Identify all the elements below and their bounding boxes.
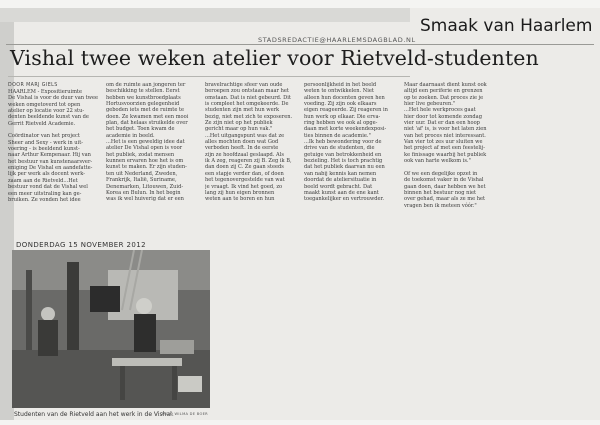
article-line: persoonlijkheid in het beeld [304,82,377,88]
article-line: Ze zijn niet op het publiek [205,120,273,127]
byline: DOOR MARJ GIELS [8,83,58,88]
article-line: zijn ze hoofdzaal geslaapd. Als [205,151,284,158]
article-line: lang zij hun eigen bronnen [205,189,275,196]
article-line: geboden iets met de ruimte te [106,107,185,114]
article-line: hier live gebeuren." [404,101,456,108]
article-line: bezieling. Het is toch prachtig [304,158,383,165]
photo-date: DONDERDAG 15 NOVEMBER 2012 [16,241,146,249]
article-column-3 [205,82,301,239]
article-line: academie in beeld. [106,132,155,139]
article-line: van nabij kennis kan nemen [304,170,377,177]
top-rule [6,44,594,45]
photo-credit: FOTO WILMA DE BOER [162,412,208,416]
article-line: naar Arthur Kempenaar. Hij van [8,152,91,159]
article-line: lijk per werk als docent werk- [8,171,85,178]
contact-email: STADSREDACTIE@HAARLEMSDAGBLAD.NL [258,36,416,44]
article-line: niet 'af' is, is voor het laten zien [404,126,487,133]
headline-rule [8,76,410,77]
article-line: doordat de ateliersituatie in [304,177,377,184]
article-line: gaan doen, daar hebben we het [404,183,486,190]
article-line: ...Het is een geweldig idee dat [106,139,185,146]
article-line: Korea en Bulun. In het begin [106,189,181,196]
article-line: op te zoeken. Dat proces zie je [404,94,484,101]
article-line: zaam aan de Rietveld...Het [8,177,78,184]
article-line: altijd een periferie en grenzen [404,88,483,95]
masthead-bar [0,8,410,22]
article-line: toegankelijker en vertrouwder. [304,196,384,203]
article-line: hier door tot komende zondag [404,113,482,120]
article-line: getuige van betrokkenheid en [304,151,382,158]
article-line: eigen reageerde. Zij reageren in [304,107,388,114]
article-line: bestuur vond dat de Vishal wel [8,184,88,191]
article-line: eniging De Vishal en aandefatte- [8,165,93,172]
article-column-4 [304,82,400,239]
article-line: het project af met een feestelij- [404,145,485,152]
article-line: van het proces niet interessant. [404,132,486,139]
article-line: was ik wel huiverig dat er een [106,196,184,203]
article-line: doen. Ze kwamen met een mooi [106,113,189,120]
article-line: is compleet het omgekeerde. De [205,101,289,108]
article-line: Of we een degelijke opzet in [404,170,478,177]
article-line: De Vishal is voor de duur van twee [8,95,99,102]
article-line: bruiken. Ze vonden het idee [8,196,81,203]
article-line: ties binnen de academie." [304,132,371,139]
article-line: je vraagt. Ik vind het goed, zo [205,183,283,190]
article-line: het bestuur van kunstenaarsver- [8,158,93,165]
article-line: omstaan. Dat is niet gebeurd. Dit [205,94,291,101]
article-line: maakt kunst aan de ene kant [304,189,379,196]
article-line: weten te ontwikkelen. Niet [304,88,374,95]
article-line: het budget. Toen kwam de [106,126,175,133]
article-line: ten uit Nederland, Zweden, [106,170,178,177]
article-line: plan, dat helaas struikelde over [106,120,188,127]
article-line: alles mochten doen wat God [205,139,279,146]
article-line: drive van de studenten, die [304,145,375,152]
article-line: hun werk op elkaar. Die erva- [304,113,381,120]
article-line: beeld wordt gebracht. Dat [304,183,373,190]
article-line: een stapje verder dan, of doen [205,170,284,177]
section-title: Smaak van Haarlem [420,16,593,36]
article-line: weken omgetoverd tot open [8,101,81,108]
article-line: voering - is beeldend kunst- [8,146,80,153]
article-line: HAARLEM - Expositieruimte [8,89,82,95]
article-line: ...Het uitgangspunt was dat ze [205,132,285,139]
article-column-2 [106,82,202,239]
article-column-5 [404,82,500,242]
article-line: hebben we kunstbroedplaats [106,94,181,101]
article-line: binnen het bestuur nog niet [404,189,477,196]
article-line: om de ruimte aan jongeren ter [106,82,186,88]
studio-scene [12,250,210,408]
article-line: vier uur. Dat er dan een hoop [404,120,480,127]
article-line: voeding. Zij zijn ook elkaars [304,101,377,108]
article-line: studenten zijn met hun werk [205,107,280,114]
article-line: dan doen zij C. Ze gaan steeds [205,164,284,171]
article-line: het publiek, zodat mensen [106,151,175,158]
article-line: dat het publiek daarvan nu een [304,164,385,171]
article-line: beschikking te stellen. Eerst [106,88,180,95]
article-column-1 [8,89,104,239]
article-line: Van vier tot zes uur sluiten we [404,139,483,146]
article-line: een meer uitstraling kan ge- [8,190,82,197]
article-line: vragen ben ik meteen vóór." [404,202,477,209]
article-line: denten beeldende kunst van de [8,114,89,121]
article-line: ke finissage waarbij het publiek [404,151,487,158]
article-line: bezig, niet met zich te exposeren. [205,113,293,120]
article-line: ik A zeg, reageren zij B. Zeg ik B, [205,158,292,165]
article-line: weten aan te boren en hun [205,196,275,203]
article-line: over gehad, maar als ze me het [404,196,486,203]
article-line: ook van harte welkom is." [404,158,471,165]
photo-caption: Studenten van de Rietveld aan het werk in de Vishal. [14,411,174,418]
article-photo [12,250,210,408]
article-line: kunst te maken. Er zijn studen- [106,164,187,171]
article-line: Denemarken, Litouwen, Zuid- [106,183,184,190]
article-line: de toekomst vaker in de Vishal [404,177,484,184]
article-line: ...Het hele werkproces gaat [404,107,476,114]
article-line: bravelrachtige sfeer van oude [205,82,283,88]
article-line: Coördinator van het project [8,133,80,140]
article-headline: Vishal twee weken atelier voor Rietveld-studenten [10,46,539,70]
article-line: Gerrit Rietveld Academie. [8,120,76,127]
article-line: Sheer and Sexy - werk in uit- [8,139,83,146]
article-line: alleen hun docenten geven hen [304,94,385,101]
article-line: atelier De Vishal open is voor [106,145,183,152]
article-line: atelier op locatie voor 22 stu- [8,108,85,115]
article-line: Maar daarnaast dient kunst ook [404,82,487,88]
article-line: ...Ik heb bewondering voor de [304,139,382,146]
article-line: verboden heeft. In de eerste [205,145,279,152]
article-line: het tegenovergestelde van wat [205,177,285,184]
article-line: gericht maar op hun vak." [205,126,273,133]
article-line: daan met korte weekendexposi- [304,126,387,133]
article-line: ring hebben we ook al opge- [304,120,378,127]
article-line: Hortusvoorzien gelegenheid [106,101,180,108]
article-line: Frankrijk, Italië, Suriname, [106,177,177,184]
article-line: kunnen ervaren hoe het is om [106,158,184,165]
article-line: beroepen zou ontstaan maar het [205,88,289,95]
